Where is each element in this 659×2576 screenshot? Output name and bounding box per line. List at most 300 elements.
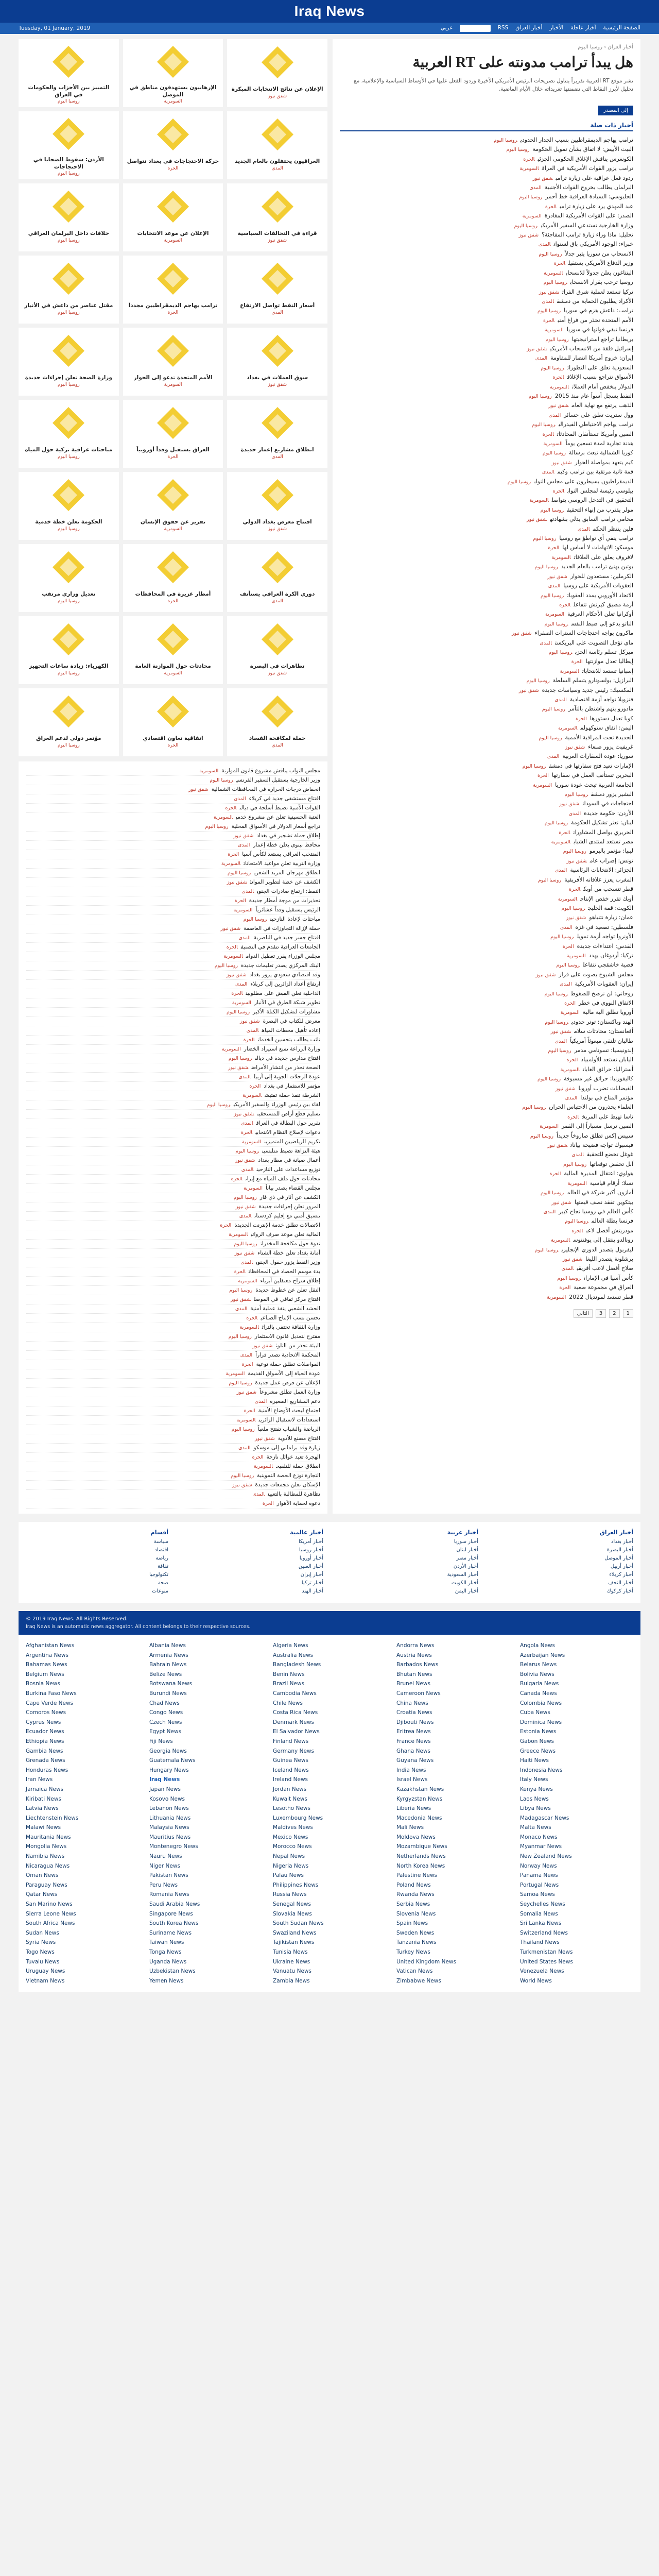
related-item-title[interactable]: المغرب يعزز علاقاته الأفريقية (564, 876, 633, 883)
country-link[interactable]: Estonia News (520, 1728, 557, 1735)
card-title[interactable]: العراقيون يحتفلون بالعام الجديد (235, 158, 320, 164)
related-item-title[interactable]: ترامب يهاجم الاحتياطي الفيدرالي (558, 421, 633, 428)
list-item[interactable] (26, 1202, 320, 1212)
news-card[interactable] (227, 183, 327, 251)
country-link[interactable]: Indonesia News (520, 1767, 563, 1773)
card-title[interactable]: الكهرباء: زيادة ساعات التجهيز (29, 663, 109, 669)
related-item-title[interactable]: موسكو: الاتهامات لا أساس لها (562, 544, 633, 551)
country-link[interactable]: Yemen News (149, 1977, 184, 1984)
related-item[interactable] (340, 524, 633, 534)
list-item-title[interactable]: محافظ نينوى يعلن خطة إعمار (253, 842, 320, 848)
related-item-title[interactable]: بيتكوين تفقد نصف قيمتها (574, 1198, 633, 1206)
related-item-title[interactable]: فلين ينتظر الحكم (593, 525, 633, 532)
related-item-title[interactable]: احتجاجات في السودان (582, 800, 633, 807)
country-link[interactable]: Togo News (26, 1949, 55, 1955)
list-item-title[interactable]: حملة لإزالة التجاوزات في العاصمة (244, 925, 320, 931)
country-link[interactable]: Bahamas News (26, 1662, 67, 1668)
country-link[interactable]: Panama News (520, 1872, 558, 1879)
footer-link[interactable]: أخبار كربلاء (609, 1572, 633, 1578)
country-link[interactable]: Lesotho News (273, 1805, 310, 1812)
list-item-title[interactable]: زيارة وفد برلماني إلى موسكو (253, 1445, 320, 1451)
related-item[interactable] (340, 240, 633, 249)
list-item-title[interactable]: ارتفاع أعداد الزائرين إلى كربلاء (250, 981, 320, 987)
related-item-title[interactable]: أوروبا تطلق آلية مالية (582, 1009, 633, 1016)
country-link[interactable]: Israel News (396, 1776, 428, 1783)
related-item[interactable] (340, 1235, 633, 1245)
card-thumbnail[interactable] (257, 331, 298, 371)
related-item[interactable] (340, 363, 633, 372)
list-item[interactable] (26, 887, 320, 896)
list-item[interactable] (26, 1147, 320, 1156)
related-item[interactable] (340, 1122, 633, 1131)
country-link[interactable]: Morocco News (273, 1843, 312, 1850)
country-link[interactable]: Bangladesh News (273, 1662, 321, 1668)
country-link[interactable]: Vietnam News (26, 1977, 65, 1984)
country-link[interactable]: North Korea News (396, 1862, 445, 1869)
country-link[interactable]: Mauritania News (26, 1834, 71, 1840)
nav-link-home[interactable]: الصفحة الرئيسية (603, 25, 640, 31)
card-thumbnail[interactable] (153, 403, 193, 443)
list-item[interactable] (26, 1369, 320, 1379)
related-item[interactable] (340, 553, 633, 562)
country-link[interactable]: Mongolia News (26, 1843, 67, 1850)
card-thumbnail[interactable] (48, 187, 89, 227)
country-link[interactable]: Burundi News (149, 1690, 187, 1697)
list-item-title[interactable]: البنك المركزي يصدر تعليمات جديدة (241, 962, 320, 969)
country-link[interactable]: Peru News (149, 1882, 178, 1888)
country-link[interactable]: Qatar News (26, 1891, 58, 1898)
country-link[interactable]: Moldova News (396, 1834, 436, 1840)
related-item-title[interactable]: الاتحاد الأوروبي يمدد العقوبات (567, 591, 633, 599)
card-title[interactable]: الأمم المتحدة تدعو إلى الحوار (133, 375, 213, 381)
news-card[interactable] (227, 472, 327, 540)
country-link[interactable]: Mexico News (273, 1834, 308, 1840)
list-item-title[interactable]: لقاء بين رئيس الوزراء والسفير الأمريكي (233, 1101, 320, 1108)
country-link[interactable]: Denmark News (273, 1719, 314, 1725)
related-item-title[interactable]: الناتو يدعو إلى ضبط النفس (571, 620, 633, 627)
related-item-title[interactable]: ترامب ينفي أي تواطؤ مع روسيا (559, 535, 633, 542)
list-item[interactable] (26, 794, 320, 804)
list-item-title[interactable]: افتتاح مركز ثقافي في الموصل (254, 1296, 320, 1302)
country-link[interactable]: Azerbaijan News (520, 1652, 565, 1658)
country-link[interactable]: Nicaragua News (26, 1862, 70, 1869)
card-title[interactable]: تعديل وزاري مرتقب (42, 591, 96, 597)
country-link[interactable]: Ecuador News (26, 1728, 64, 1735)
list-item[interactable] (26, 1193, 320, 1202)
related-item-title[interactable]: الأونروا تواجه أزمة تمويل (577, 933, 633, 940)
related-item-title[interactable]: قطر تنسحب من أوبك (583, 886, 633, 893)
list-item-title[interactable]: وفد اقتصادي سعودي يزور بغداد (249, 972, 320, 978)
related-item-title[interactable]: مولر يقترب من إنهاء التحقيق (567, 506, 633, 513)
card-thumbnail[interactable] (257, 259, 298, 299)
list-item-title[interactable]: الشرطة تنفذ حملة تفتيش (265, 1092, 320, 1098)
country-link[interactable]: Jordan News (273, 1786, 307, 1792)
list-item-title[interactable]: أعمال صيانة في مطار بغداد (258, 1157, 320, 1163)
related-item-title[interactable]: البحرين تستأنف العمل في سفارتها (551, 772, 633, 779)
related-item-title[interactable]: إندونيسيا: تسونامي مدمر (574, 1047, 633, 1054)
country-link[interactable]: Norway News (520, 1862, 557, 1869)
country-link[interactable]: Saudi Arabia News (149, 1901, 200, 1908)
card-title[interactable]: انطلاق مشاريع إعمار جديدة (240, 447, 314, 453)
list-item[interactable] (26, 1110, 320, 1119)
related-item-title[interactable]: محامي ترامب السابق يدلي بشهادته (550, 516, 633, 523)
country-link[interactable]: Mali News (396, 1824, 424, 1831)
related-item[interactable] (340, 600, 633, 609)
country-link[interactable]: Argentina News (26, 1652, 68, 1658)
related-item-title[interactable]: فرنسا بطلة العالم (592, 1217, 633, 1225)
footer-link[interactable]: ثقافة (157, 1564, 168, 1569)
related-item[interactable] (340, 998, 633, 1008)
country-link[interactable]: Vatican News (396, 1968, 433, 1975)
list-item-title[interactable]: الإعلان عن فرص عمل جديدة (255, 1380, 320, 1386)
list-item-title[interactable]: انطلاق حملة للتلقيح (276, 1463, 320, 1469)
related-item[interactable] (340, 1074, 633, 1083)
card-thumbnail[interactable] (48, 114, 89, 153)
country-link[interactable]: Fiji News (149, 1738, 173, 1744)
list-item[interactable] (26, 878, 320, 887)
related-item-title[interactable]: البيت الأبيض: لا اتفاق بشأن تمويل الحكومة (532, 146, 633, 153)
country-link[interactable]: Andorra News (396, 1642, 435, 1649)
card-thumbnail[interactable] (48, 691, 89, 732)
related-item[interactable] (340, 164, 633, 173)
country-link[interactable]: Comoros News (26, 1709, 66, 1716)
card-title[interactable]: حملة لمكافحة الفساد (249, 735, 306, 741)
list-item[interactable] (26, 1444, 320, 1453)
country-link[interactable]: Benin News (273, 1671, 305, 1677)
country-link[interactable]: Spain News (396, 1920, 428, 1927)
list-item[interactable] (26, 1184, 320, 1193)
list-item-title[interactable]: توزيع مساعدات على النازحين (256, 1166, 320, 1173)
country-link[interactable]: Hungary News (149, 1767, 189, 1773)
card-thumbnail[interactable] (48, 475, 89, 515)
list-item[interactable] (26, 1240, 320, 1249)
country-link[interactable]: France News (396, 1738, 431, 1744)
list-item[interactable] (26, 869, 320, 878)
card-thumbnail[interactable] (257, 691, 298, 732)
news-card[interactable] (123, 328, 223, 396)
footer-link[interactable]: أخبار بغداد (611, 1539, 633, 1545)
list-item-title[interactable]: الكشف عن آثار في ذي قار (259, 1194, 320, 1200)
related-item-title[interactable]: فنزويلا تواجه أزمة اقتصادية (569, 696, 633, 703)
country-link[interactable]: Canada News (520, 1690, 557, 1697)
list-item-title[interactable]: دعوة لحماية الأهوار (276, 1500, 320, 1506)
list-item[interactable] (26, 1165, 320, 1175)
country-link[interactable]: Swaziland News (273, 1929, 317, 1936)
related-item-title[interactable]: تسلا: أرقام قياسية (589, 1179, 633, 1187)
country-link[interactable]: Tunisia News (273, 1949, 308, 1955)
list-item-title[interactable]: الحشد الشعبي ينفذ عملية أمنية (250, 1306, 320, 1312)
related-item[interactable] (340, 799, 633, 808)
related-item[interactable] (340, 439, 633, 448)
news-card[interactable] (227, 544, 327, 612)
country-link[interactable]: Belize News (149, 1671, 182, 1677)
country-link[interactable]: Cuba News (520, 1709, 550, 1716)
related-item[interactable] (340, 1131, 633, 1141)
list-item[interactable] (26, 1397, 320, 1406)
country-link[interactable]: Bahrain News (149, 1662, 187, 1668)
related-item[interactable] (340, 657, 633, 666)
related-item-title[interactable]: الإمارات تعيد فتح سفارتها في دمشق (549, 762, 633, 769)
related-item-title[interactable]: الكرملين: مستعدون للحوار (570, 572, 633, 580)
related-item[interactable] (340, 771, 633, 780)
related-item[interactable] (340, 344, 633, 353)
footer-link[interactable]: أخبار الكويت (451, 1580, 478, 1586)
country-link[interactable]: Guatemala News (149, 1757, 196, 1764)
country-link[interactable]: Portugal News (520, 1882, 559, 1888)
related-item[interactable] (340, 695, 633, 704)
related-item-title[interactable]: غوغل تخضع للتحقيق (587, 1151, 633, 1158)
related-item-title[interactable]: تونس: إضراب عام (589, 857, 633, 864)
list-item[interactable] (26, 971, 320, 980)
list-item[interactable] (26, 934, 320, 943)
list-item[interactable] (26, 1406, 320, 1416)
list-item-title[interactable]: النفط: ارتفاع صادرات الجنوب (257, 888, 320, 894)
list-item-title[interactable]: نائب يطالب بتحسين الخدمات (257, 1037, 320, 1043)
list-item[interactable] (26, 1360, 320, 1369)
country-link[interactable]: Belarus News (520, 1662, 557, 1668)
list-item-title[interactable]: التجارة توزع الحصة التموينية (257, 1472, 320, 1479)
related-item-title[interactable]: آبل تخفض توقعاتها (589, 1160, 633, 1167)
list-item[interactable] (26, 998, 320, 1008)
related-item-title[interactable]: الكويت: قمة الخليج (588, 904, 633, 911)
related-item-title[interactable]: مجلس الشيوخ يصوت على قرار (559, 971, 633, 978)
list-item[interactable] (26, 1314, 320, 1323)
related-item-title[interactable]: البشير يزور دمشق (591, 791, 633, 798)
country-link[interactable]: Macedonia News (396, 1815, 442, 1821)
related-item[interactable] (340, 335, 633, 344)
related-item[interactable] (340, 192, 633, 201)
related-item-title[interactable]: سوريا: عودة السفارات العربية (562, 753, 633, 760)
related-item[interactable] (340, 155, 633, 164)
country-link[interactable]: Belgium News (26, 1671, 64, 1677)
related-item-title[interactable]: وزارة الخارجية تستدعي السفير الأمريكي (541, 222, 633, 229)
country-link[interactable]: India News (396, 1767, 426, 1773)
related-item[interactable] (340, 1274, 633, 1283)
related-item[interactable] (340, 761, 633, 771)
card-thumbnail[interactable] (48, 259, 89, 299)
country-link[interactable]: Japan News (149, 1786, 181, 1792)
country-link[interactable]: Pakistan News (149, 1872, 188, 1879)
list-item-title[interactable]: تراجع أسعار الدولار في الأسواق المحلية (231, 823, 320, 829)
related-item[interactable] (340, 885, 633, 894)
list-item[interactable] (26, 961, 320, 971)
country-link[interactable]: Nepal News (273, 1853, 305, 1860)
related-item-title[interactable]: إسبانيا تستعد للانتخابات (582, 667, 633, 674)
country-link[interactable]: Turkmenistan News (520, 1949, 573, 1955)
card-thumbnail[interactable] (257, 475, 298, 515)
related-item[interactable] (340, 467, 633, 477)
country-link[interactable]: Algeria News (273, 1642, 308, 1649)
card-thumbnail[interactable] (48, 403, 89, 443)
page-link[interactable]: التالي (574, 1309, 593, 1318)
country-link[interactable]: Malaysia News (149, 1824, 189, 1831)
related-item[interactable] (340, 970, 633, 979)
country-link[interactable]: Lithuania News (149, 1815, 191, 1821)
list-item-title[interactable]: الاتصالات تطلق خدمة الإنترنت الجديدة (234, 1222, 320, 1228)
related-item-title[interactable]: هدنة تجارية لمدة تسعين يوماً (565, 440, 633, 447)
related-item[interactable] (340, 667, 633, 676)
related-item[interactable] (340, 1255, 633, 1264)
related-item-title[interactable]: الجزائر: الانتخابات الرئاسية (570, 867, 633, 874)
country-link[interactable]: Liberia News (396, 1805, 431, 1812)
related-item[interactable] (340, 221, 633, 230)
list-item-title[interactable]: استعدادات لاستقبال الزائرين (258, 1417, 320, 1423)
related-item-title[interactable]: ترامب يهاجم الديمقراطيين بسبب الجدار الحدودي (520, 137, 633, 143)
country-link[interactable]: Russia News (273, 1891, 307, 1898)
list-item[interactable] (26, 767, 320, 776)
related-item-title[interactable]: التحقيق في التدخل الروسي يتواصل (551, 497, 633, 504)
list-item[interactable] (26, 915, 320, 924)
list-item[interactable] (26, 1017, 320, 1026)
list-item-title[interactable]: مجلس النواب يناقش مشروع قانون الموازنة (221, 768, 320, 774)
list-item-title[interactable]: المالية تعلن موعد صرف الرواتب (251, 1231, 320, 1238)
list-item-title[interactable]: العتبة الحسينية تعلن عن مشروع خدمي (236, 814, 320, 820)
country-link[interactable]: Czech News (149, 1719, 182, 1725)
related-item[interactable] (340, 486, 633, 496)
related-item-title[interactable]: فلسطين: تصعيد في غزة (575, 923, 633, 930)
country-link[interactable]: Chile News (273, 1700, 303, 1706)
country-link[interactable]: South Africa News (26, 1920, 75, 1927)
related-item[interactable] (340, 1216, 633, 1226)
footer-link[interactable]: أخبار الصين (298, 1564, 323, 1569)
news-card[interactable] (123, 688, 223, 756)
list-item[interactable] (26, 952, 320, 961)
country-link[interactable]: Jamaica News (26, 1786, 64, 1792)
related-item[interactable] (340, 211, 633, 221)
footer-link[interactable]: أخبار النجف (608, 1580, 633, 1586)
list-item[interactable] (26, 1138, 320, 1147)
related-item-title[interactable]: لافروف يعلق على العلاقات (574, 553, 633, 561)
list-item-title[interactable]: مجلس القضاء يصدر بياناً (266, 1185, 320, 1191)
card-title[interactable]: دوري الكرة العراقي يستأنف (240, 591, 315, 597)
related-item[interactable] (340, 306, 633, 315)
country-link[interactable]: Turkey News (396, 1949, 430, 1955)
list-item[interactable] (26, 1471, 320, 1481)
list-item-title[interactable]: أمانة بغداد تعلن خطة الشتاء (257, 1250, 320, 1256)
related-item-title[interactable]: تركيا: أردوغان يهدد (588, 952, 633, 959)
related-item[interactable] (340, 809, 633, 818)
related-item-title[interactable]: ترامب يزور القوات الأمريكية في العراق (542, 165, 633, 172)
list-item-title[interactable]: معرض للكتاب في البصرة (263, 1018, 320, 1024)
country-link[interactable]: Burkina Faso News (26, 1690, 77, 1697)
list-item[interactable] (26, 841, 320, 850)
card-thumbnail[interactable] (153, 547, 193, 587)
source-button[interactable]: إلى المصدر (598, 106, 633, 115)
card-title[interactable]: حركة الاحتجاجات في بغداد تتواصل (127, 158, 219, 164)
card-thumbnail[interactable] (153, 331, 193, 371)
country-link[interactable]: Chad News (149, 1700, 180, 1706)
list-item[interactable] (26, 1119, 320, 1128)
related-item[interactable] (340, 979, 633, 989)
related-item[interactable] (340, 790, 633, 799)
related-item[interactable] (340, 714, 633, 723)
list-item-title[interactable]: الرياضة والشباب تفتتح ملعباً (257, 1426, 320, 1432)
related-item[interactable] (340, 932, 633, 941)
related-item[interactable] (340, 629, 633, 638)
related-item[interactable] (340, 875, 633, 885)
country-link[interactable]: United States News (520, 1958, 573, 1965)
related-item[interactable] (340, 515, 633, 524)
related-item-title[interactable]: بريطانيا تراجع استراتيجيتها (571, 335, 633, 343)
country-link[interactable]: Iraq News (149, 1776, 180, 1783)
related-item-title[interactable]: ناسا تهبط على المريخ (582, 1113, 633, 1120)
country-link[interactable]: World News (520, 1977, 552, 1984)
news-card[interactable] (19, 616, 119, 684)
related-item-title[interactable]: مادورو يتهم واشنطن بالتآمر (568, 705, 633, 713)
footer-link[interactable]: أخبار الهند (302, 1588, 323, 1594)
card-title[interactable]: وزارة الصحة تعلن إجراءات جديدة (25, 375, 112, 381)
related-item-title[interactable]: فرنسا تبقي قواتها في سوريا (566, 326, 633, 333)
country-link[interactable]: China News (396, 1700, 428, 1706)
related-item[interactable] (340, 572, 633, 581)
list-item[interactable] (26, 859, 320, 869)
card-title[interactable]: اتفاقية تعاون اقتصادي (143, 735, 203, 741)
card-title[interactable]: مقتل عناصر من داعش في الأنبار (24, 302, 113, 309)
card-title[interactable]: أمطار غزيرة في المحافظات (135, 591, 211, 597)
country-link[interactable]: Brunei News (396, 1681, 430, 1687)
card-title[interactable]: الإعلان عن نتائج الانتخابات المبكرة (231, 86, 323, 92)
country-link[interactable]: Germany News (273, 1748, 314, 1754)
related-item-title[interactable]: اليابان تستعد للأولمبياد (581, 1056, 633, 1063)
list-item[interactable] (26, 1054, 320, 1063)
related-item-title[interactable]: بيلوسي رئيسة لمجلس النواب (567, 487, 633, 495)
related-item[interactable] (340, 392, 633, 401)
country-link[interactable]: Namibia News (26, 1853, 65, 1860)
country-link[interactable]: Serbia News (396, 1901, 430, 1908)
related-item[interactable] (340, 145, 633, 154)
list-item-title[interactable]: البيئة تحذر من التلوث (275, 1343, 320, 1349)
related-item-title[interactable]: أفغانستان: محادثات سلام (574, 1028, 633, 1035)
list-item-title[interactable]: تسليم قطع أراض للمستحقين (257, 1111, 320, 1117)
related-item[interactable] (340, 781, 633, 790)
related-item[interactable] (340, 411, 633, 420)
list-item[interactable] (26, 1462, 320, 1471)
list-item-title[interactable]: دعوات لإصلاح النظام الانتخابي (255, 1129, 320, 1136)
related-item[interactable] (340, 818, 633, 827)
country-link[interactable]: Nigeria News (273, 1862, 309, 1869)
news-card[interactable] (123, 39, 223, 107)
country-link[interactable]: Ghana News (396, 1748, 431, 1754)
list-item[interactable] (26, 776, 320, 785)
footer-link[interactable]: أخبار أوروبا (299, 1555, 323, 1561)
country-link[interactable]: Austria News (396, 1652, 432, 1658)
related-item[interactable] (340, 581, 633, 590)
card-title[interactable]: الأردن: سقوط الضحايا في الاحتجاجات (33, 157, 104, 170)
list-item[interactable] (26, 1045, 320, 1054)
related-item-title[interactable]: سبيس إكس تطلق صاروخاً جديداً (556, 1132, 633, 1139)
related-item-title[interactable]: ماكرون يواجه احتجاجات السترات الصفراء (534, 630, 633, 637)
footer-link[interactable]: أخبار الأردن (453, 1564, 478, 1569)
related-item[interactable] (340, 828, 633, 837)
card-title[interactable]: ترامب يهاجم الديمقراطيين مجدداً (128, 302, 218, 309)
footer-link[interactable]: أخبار السعودية (447, 1572, 478, 1578)
card-title[interactable]: العراق يستقبل وفداً أوروبياً (136, 447, 210, 453)
news-card[interactable] (123, 472, 223, 540)
related-item-title[interactable]: اليمن: اتفاق ستوكهولم (580, 724, 633, 732)
news-card[interactable] (227, 256, 327, 324)
list-item[interactable] (26, 1091, 320, 1100)
related-item-title[interactable]: السعودية تعلق على التطورات (567, 364, 633, 371)
news-card[interactable] (123, 183, 223, 251)
related-item-title[interactable]: كيم يتعهد بمواصلة الحوار (575, 459, 633, 466)
related-item-title[interactable]: تركيا تستعد لعملية شرق الفرات (562, 288, 633, 295)
list-item-title[interactable]: الرئيس يستقبل وفداً عشائرياً (255, 907, 320, 913)
related-item[interactable] (340, 1103, 633, 1112)
list-item[interactable] (26, 822, 320, 832)
list-item-title[interactable]: تنسيق أمني مع إقليم كردستان (254, 1213, 320, 1219)
list-item-title[interactable]: تظاهرة للمطالبة بالتعيين (268, 1491, 320, 1497)
related-item[interactable] (340, 837, 633, 846)
